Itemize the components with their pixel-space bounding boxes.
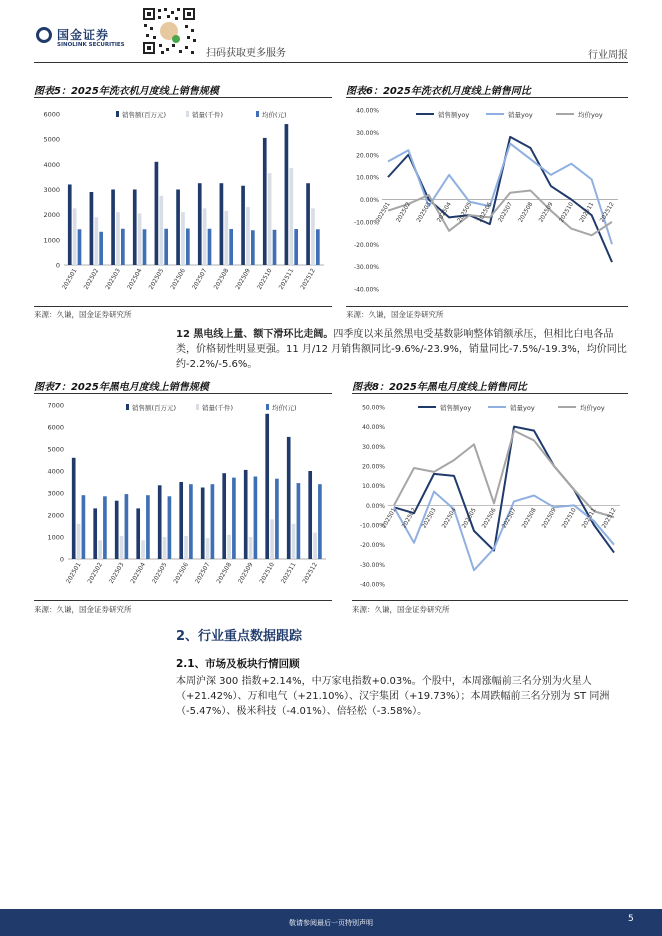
bar xyxy=(224,211,228,265)
bar xyxy=(263,138,267,265)
bar xyxy=(164,229,168,265)
legend-swatch xyxy=(256,111,259,117)
x-tick-label: 202510 xyxy=(258,561,276,585)
footer-notice: 敬请参阅最后一页特别声明 xyxy=(289,919,373,927)
x-tick-label: 202504 xyxy=(441,507,458,530)
legend-label: 销售额(百万元) xyxy=(122,111,167,119)
figure5-rule xyxy=(34,97,332,98)
qr-caption: 扫码获取更多服务 xyxy=(206,48,286,59)
bar xyxy=(176,190,180,266)
x-tick-label: 202503 xyxy=(416,201,433,224)
y-tick-label: 40.00% xyxy=(362,424,385,432)
bar xyxy=(186,229,190,265)
x-tick-label: 202503 xyxy=(421,507,438,530)
y-tick-label: 6000 xyxy=(43,110,60,119)
y-tick-label: 3000 xyxy=(43,186,60,194)
legend-swatch xyxy=(186,111,189,117)
y-tick-label: 1000 xyxy=(43,236,60,245)
brand-logo-icon xyxy=(36,27,52,43)
x-tick-label: 202501 xyxy=(381,507,398,530)
x-tick-label: 202510 xyxy=(558,201,576,224)
legend-label: 均价(元) xyxy=(272,404,297,412)
x-tick-label: 202501 xyxy=(375,201,392,224)
bar xyxy=(297,483,301,559)
legend-label: 销量yoy xyxy=(508,111,533,119)
bar xyxy=(121,229,125,265)
bar xyxy=(208,229,212,265)
bar xyxy=(155,162,159,265)
x-tick-label: 202512 xyxy=(299,267,317,291)
x-tick-label: 202504 xyxy=(126,267,144,291)
bar xyxy=(181,212,185,265)
y-tick-label: 0.00% xyxy=(359,197,379,204)
figure7-bottom-rule xyxy=(34,600,332,601)
bar xyxy=(125,494,129,559)
paragraph-tv-analysis-body: 四季度以来虽然黑电受基数影响整体销额承压，但相比白电各品类，价格韧性明显更强。11 月/12 月销售额同比-9.6%/-23.9%，销量同比-7.5%/-19.3%，均价同比约-2.2%/-5.6%。 xyxy=(176,329,627,370)
bar xyxy=(163,537,167,559)
bar xyxy=(313,533,317,559)
bar xyxy=(138,213,142,265)
bar xyxy=(203,208,207,265)
bar xyxy=(241,186,245,265)
y-tick-label: 40.00% xyxy=(356,107,379,115)
bar xyxy=(136,508,140,559)
figure6-chart xyxy=(346,100,628,305)
series-line xyxy=(388,144,612,245)
x-tick-label: 202503 xyxy=(104,267,122,291)
x-tick-label: 202505 xyxy=(147,267,166,291)
y-tick-label: -40.00% xyxy=(359,581,385,589)
bar xyxy=(98,540,102,559)
x-tick-label: 202503 xyxy=(107,561,126,585)
bar xyxy=(232,478,236,559)
y-tick-label: 20.00% xyxy=(362,463,385,471)
x-tick-label: 202512 xyxy=(601,507,618,530)
y-tick-label: 2000 xyxy=(47,511,64,520)
bar xyxy=(311,208,315,265)
y-tick-label: 5000 xyxy=(47,445,64,454)
bar xyxy=(287,437,291,559)
bar xyxy=(73,208,77,265)
bar xyxy=(82,495,86,559)
bar xyxy=(292,524,296,559)
bar xyxy=(270,519,274,559)
x-tick-label: 202512 xyxy=(301,561,319,585)
y-tick-label: 0 xyxy=(55,261,60,270)
bar xyxy=(265,414,269,559)
x-tick-label: 202511 xyxy=(581,507,598,530)
y-tick-label: 10.00% xyxy=(362,483,385,491)
brand-name: 国金证券 xyxy=(57,28,110,42)
paragraph-tv-analysis-lead: 12 黑电线上量、额下滑环比走阔。 xyxy=(176,329,334,340)
y-tick-label: 6000 xyxy=(47,423,64,432)
subsection-heading: 2.1、市场及板块行情回顾 xyxy=(176,658,300,670)
bar xyxy=(249,537,253,559)
figure6-source: 来源：久谦，国金证券研究所 xyxy=(346,310,444,319)
y-tick-label: -10.00% xyxy=(359,522,385,530)
paragraph-market-review: 本周沪深 300 指数+2.14%，中万家电指数+0.03%。个股中，本周涨幅前三名分别为火星人（+21.42%）、万和电气（+21.10%）、汉宇集团（+19.73%）；本周跌幅前三名分别为 ST 同洲（-5.47%）、极米科技（-4.01%）、倍轻松（-3.58%）。 xyxy=(176,676,610,717)
bar xyxy=(229,229,233,265)
x-tick-label: 202501 xyxy=(64,561,83,585)
legend-swatch xyxy=(196,404,199,410)
x-tick-label: 202505 xyxy=(150,561,169,585)
x-tick-label: 202509 xyxy=(234,267,252,291)
bar xyxy=(103,496,107,559)
legend-label: 均价(元) xyxy=(262,111,287,119)
y-tick-label: -30.00% xyxy=(353,264,379,272)
x-tick-label: 202505 xyxy=(461,507,478,530)
x-tick-label: 202504 xyxy=(436,201,453,224)
bar xyxy=(206,538,210,559)
figure5-title: 图表5：2025年洗衣机月度线上销售规模 xyxy=(34,86,219,97)
x-tick-label: 202507 xyxy=(191,267,209,291)
bar xyxy=(168,496,172,559)
x-tick-label: 202506 xyxy=(481,507,498,530)
x-tick-label: 202506 xyxy=(172,561,190,585)
page-number: 5 xyxy=(628,914,634,924)
x-tick-label: 202501 xyxy=(61,267,79,291)
figure8-title: 图表8：2025年黑电月度线上销售同比 xyxy=(352,382,527,393)
series-line xyxy=(394,427,614,553)
bar xyxy=(294,229,298,265)
bar xyxy=(143,229,147,265)
x-tick-label: 202511 xyxy=(277,267,296,291)
bar xyxy=(72,458,76,559)
legend-label: 销量(千件) xyxy=(192,111,224,119)
bar xyxy=(201,488,205,560)
y-tick-label: 5000 xyxy=(43,135,60,144)
y-tick-label: 50.00% xyxy=(362,404,385,412)
legend-swatch xyxy=(266,404,269,410)
bar xyxy=(94,217,98,265)
brand-name-en: SINOLINK SECURITIES xyxy=(57,42,125,48)
x-tick-label: 202507 xyxy=(193,561,212,585)
x-tick-label: 202507 xyxy=(497,201,514,224)
bar xyxy=(306,183,310,265)
y-tick-label: 0.00% xyxy=(365,502,385,510)
legend-label: 销售额yoy xyxy=(440,404,472,412)
figure5-source: 来源：久谦，国金证券研究所 xyxy=(34,310,132,319)
y-tick-label: 2000 xyxy=(43,211,60,220)
bar xyxy=(244,470,248,559)
y-tick-label: 7000 xyxy=(47,401,64,410)
section-heading: 2、行业重点数据跟踪 xyxy=(176,629,303,644)
legend-label: 均价yoy xyxy=(580,404,605,412)
y-tick-label: 10.00% xyxy=(356,174,379,182)
bar xyxy=(116,212,120,265)
legend-label: 销量(千件) xyxy=(202,404,234,412)
bar xyxy=(227,535,231,559)
figure5-chart xyxy=(34,100,332,305)
y-tick-label: 4000 xyxy=(43,160,60,169)
x-tick-label: 202502 xyxy=(82,267,101,291)
x-tick-label: 202504 xyxy=(129,561,147,585)
bar xyxy=(254,477,258,560)
figure6-bottom-rule xyxy=(346,306,628,307)
legend-label: 销售额yoy xyxy=(438,111,470,119)
figure7-chart xyxy=(34,396,332,599)
legend-label: 销量yoy xyxy=(510,404,535,412)
x-tick-label: 202502 xyxy=(86,561,104,585)
x-tick-label: 202508 xyxy=(521,507,538,530)
x-tick-label: 202510 xyxy=(561,507,578,530)
y-tick-label: 4000 xyxy=(47,467,64,476)
y-tick-label: -30.00% xyxy=(359,561,385,569)
bar xyxy=(222,473,226,559)
bar xyxy=(268,173,272,265)
bar xyxy=(275,479,279,559)
bar xyxy=(246,207,250,265)
bar xyxy=(189,484,193,559)
bar xyxy=(120,536,124,559)
qr-code-icon xyxy=(141,6,197,56)
bar xyxy=(93,508,97,559)
figure8-bottom-rule xyxy=(352,600,628,601)
legend-label: 均价yoy xyxy=(578,111,603,119)
x-tick-label: 202508 xyxy=(212,267,231,291)
x-tick-label: 202508 xyxy=(518,201,535,224)
bar xyxy=(179,482,183,559)
x-tick-label: 202511 xyxy=(279,561,298,585)
bar xyxy=(285,124,289,265)
bar xyxy=(251,230,255,265)
x-tick-label: 202509 xyxy=(541,507,558,530)
bar xyxy=(289,168,293,265)
bar xyxy=(184,536,188,559)
x-tick-label: 202507 xyxy=(501,507,518,530)
bar xyxy=(211,484,215,559)
bar xyxy=(99,232,103,265)
x-tick-label: 202509 xyxy=(236,561,255,585)
report-type: 行业周报 xyxy=(588,50,628,61)
x-tick-label: 202511 xyxy=(579,201,596,224)
y-tick-label: 20.00% xyxy=(356,152,379,160)
bar xyxy=(308,471,312,559)
bar xyxy=(316,229,320,265)
bar xyxy=(146,495,150,559)
bar xyxy=(90,192,94,265)
y-tick-label: -20.00% xyxy=(353,241,379,249)
figure8-rule xyxy=(352,393,628,394)
x-tick-label: 202502 xyxy=(401,507,418,530)
legend-swatch xyxy=(126,404,129,410)
legend-swatch xyxy=(116,111,119,117)
bar xyxy=(115,501,119,559)
x-tick-label: 202505 xyxy=(456,201,474,224)
y-tick-label: 3000 xyxy=(47,489,64,498)
x-tick-label: 202510 xyxy=(256,267,274,291)
x-tick-label: 202509 xyxy=(538,201,555,224)
series-line xyxy=(394,431,614,518)
header-divider xyxy=(34,62,628,63)
y-tick-label: 30.00% xyxy=(356,129,379,137)
y-tick-label: -10.00% xyxy=(353,219,379,227)
figure6-title: 图表6：2025年洗衣机月度线上销售同比 xyxy=(346,86,531,97)
y-tick-label: -20.00% xyxy=(359,542,385,550)
y-tick-label: 0 xyxy=(59,555,64,564)
bar xyxy=(77,524,81,559)
x-tick-label: 202512 xyxy=(599,201,616,224)
y-tick-label: -40.00% xyxy=(353,286,379,294)
y-tick-label: 30.00% xyxy=(362,443,385,451)
y-tick-label: 1000 xyxy=(47,533,64,542)
figure5-bottom-rule xyxy=(34,306,332,307)
figure7-source: 来源：久谦，国金证券研究所 xyxy=(34,605,132,614)
bar xyxy=(318,484,322,559)
figure7-title: 图表7：2025年黑电月度线上销售规模 xyxy=(34,382,209,393)
bar xyxy=(141,540,145,559)
figure8-source: 来源：久谦，国金证券研究所 xyxy=(352,605,450,614)
x-tick-label: 202506 xyxy=(169,267,187,291)
figure6-rule xyxy=(346,97,628,98)
bar xyxy=(198,183,202,265)
bar xyxy=(158,485,162,559)
bar xyxy=(68,184,72,265)
x-tick-label: 202508 xyxy=(215,561,233,585)
bar xyxy=(111,190,115,266)
bar xyxy=(78,229,82,265)
bar xyxy=(159,196,163,265)
bar xyxy=(133,190,137,266)
paragraph-tv-analysis xyxy=(176,327,628,372)
figure8-chart xyxy=(352,396,628,599)
bar xyxy=(220,183,224,265)
bar xyxy=(273,230,277,265)
legend-label: 销售额(百万元) xyxy=(132,404,177,412)
x-tick-label: 202506 xyxy=(477,201,494,224)
x-tick-label: 202502 xyxy=(395,201,413,224)
figure7-rule xyxy=(34,393,332,394)
